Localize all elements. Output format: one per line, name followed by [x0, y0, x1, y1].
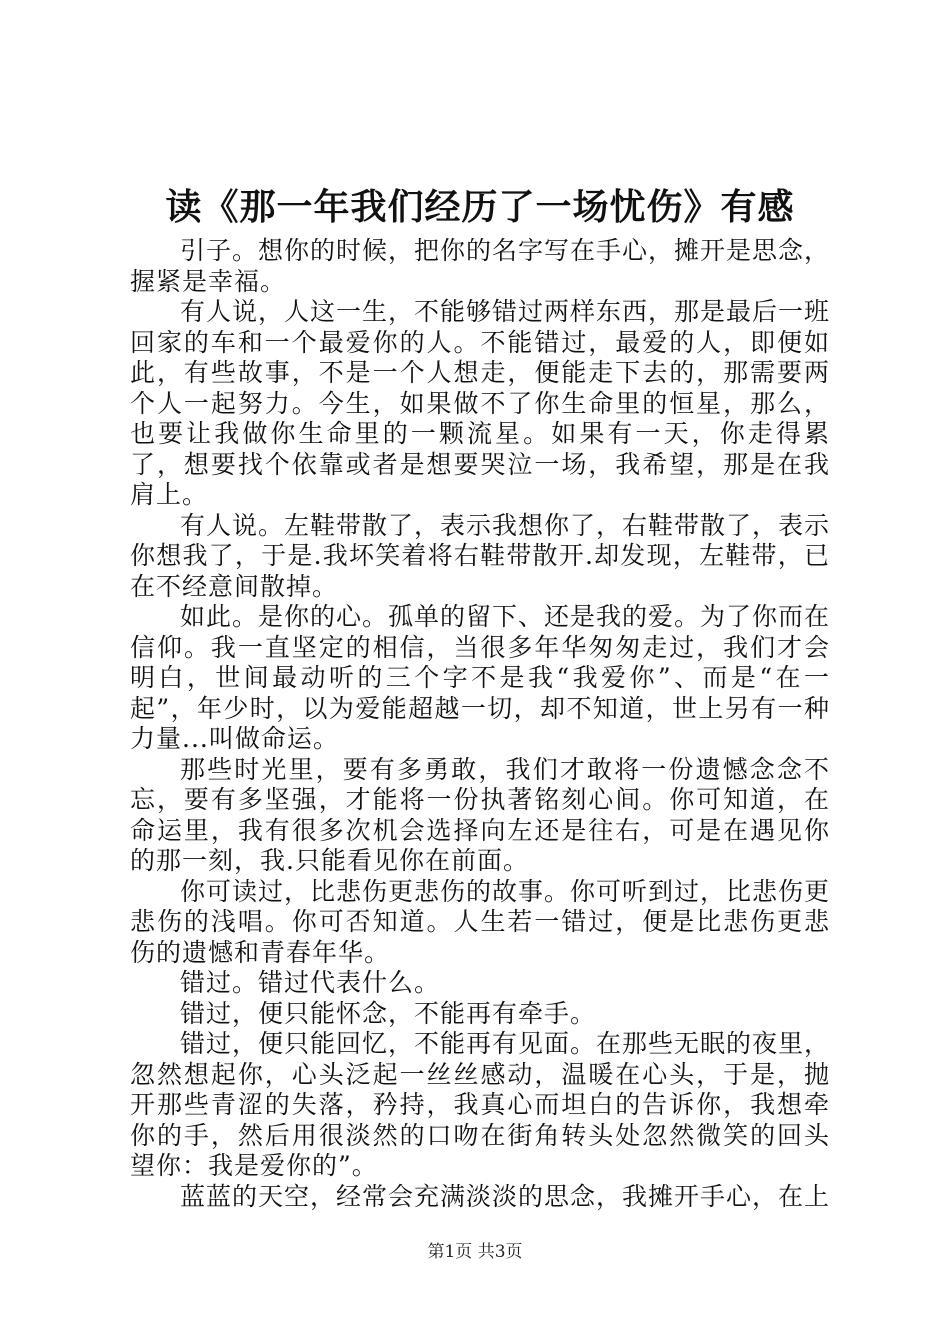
paragraph: 那些时光里，要有多勇敢，我们才敢将一份遗憾念念不忘，要有多坚强，才能将一份执著铭刻心间。你可知道，在命运里，我有很多次机会选择向左还是往右，可是在遇见你的那一刻，我.只能看见你在前面。	[130, 754, 830, 875]
paragraph: 有人说。左鞋带散了，表示我想你了，右鞋带散了，表示你想我了，于是.我坏笑着将右鞋带散开.却发现，左鞋带，已在不经意间散掉。	[130, 510, 831, 601]
paragraph: 错过，便只能回忆，不能再有见面。在那些无眠的夜里，忽然想起你，心头泛起一丝丝感动，温暖在心头，于是，抛开那些青涩的失落，矜持，我真心而坦白的告诉你，我想牵你的手，然后用很淡然的口吻在街角转头处忽然微笑的回头望你：我是爱你的”。	[130, 1029, 831, 1180]
paragraph: 如此。是你的心。孤单的留下、还是我的爱。为了你而在信仰。我一直坚定的相信，当很多年华匆匆走过，我们才会明白，世间最动听的三个字不是我“我爱你”、而是“在一起”，年少时，以为爱能超越一切，却不知道，世上另有一种力量...叫做命运。	[130, 602, 831, 753]
document-title: 读《那一年我们经历了一场忧伤》有感	[165, 186, 795, 228]
paragraph: 蓝蓝的天空，经常会充满淡淡的思念，我摊开手心，在上	[180, 1181, 831, 1211]
paragraph: 错过，便只能怀念，不能再有牵手。	[180, 998, 597, 1028]
document-body	[130, 236, 830, 1212]
paragraph: 引子。想你的时候，把你的名字写在手心，摊开是思念，握紧是幸福。	[130, 236, 831, 296]
paragraph: 有人说，人这一生，不能够错过两样东西，那是最后一班回家的车和一个最爱你的人。不能错过，最爱的人，即便如此，有些故事，不是一个人想走，便能走下去的，那需要两个人一起努力。今生，如果做不了你生命里的恒星，那么，也要让我做你生命里的一颗流星。如果有一天，你走得累了，想要找个依靠或者是想要哭泣一场，我希望，那是在我肩上。	[130, 297, 831, 509]
page-number-footer: 第1页 共3页	[427, 1242, 523, 1262]
paragraph: 你可读过，比悲伤更悲伤的故事。你可听到过，比悲伤更悲伤的浅唱。你可否知道。人生若一错过，便是比悲伤更悲伤的遗憾和青春年华。	[130, 876, 831, 967]
paragraph: 错过。错过代表什么。	[180, 968, 441, 997]
